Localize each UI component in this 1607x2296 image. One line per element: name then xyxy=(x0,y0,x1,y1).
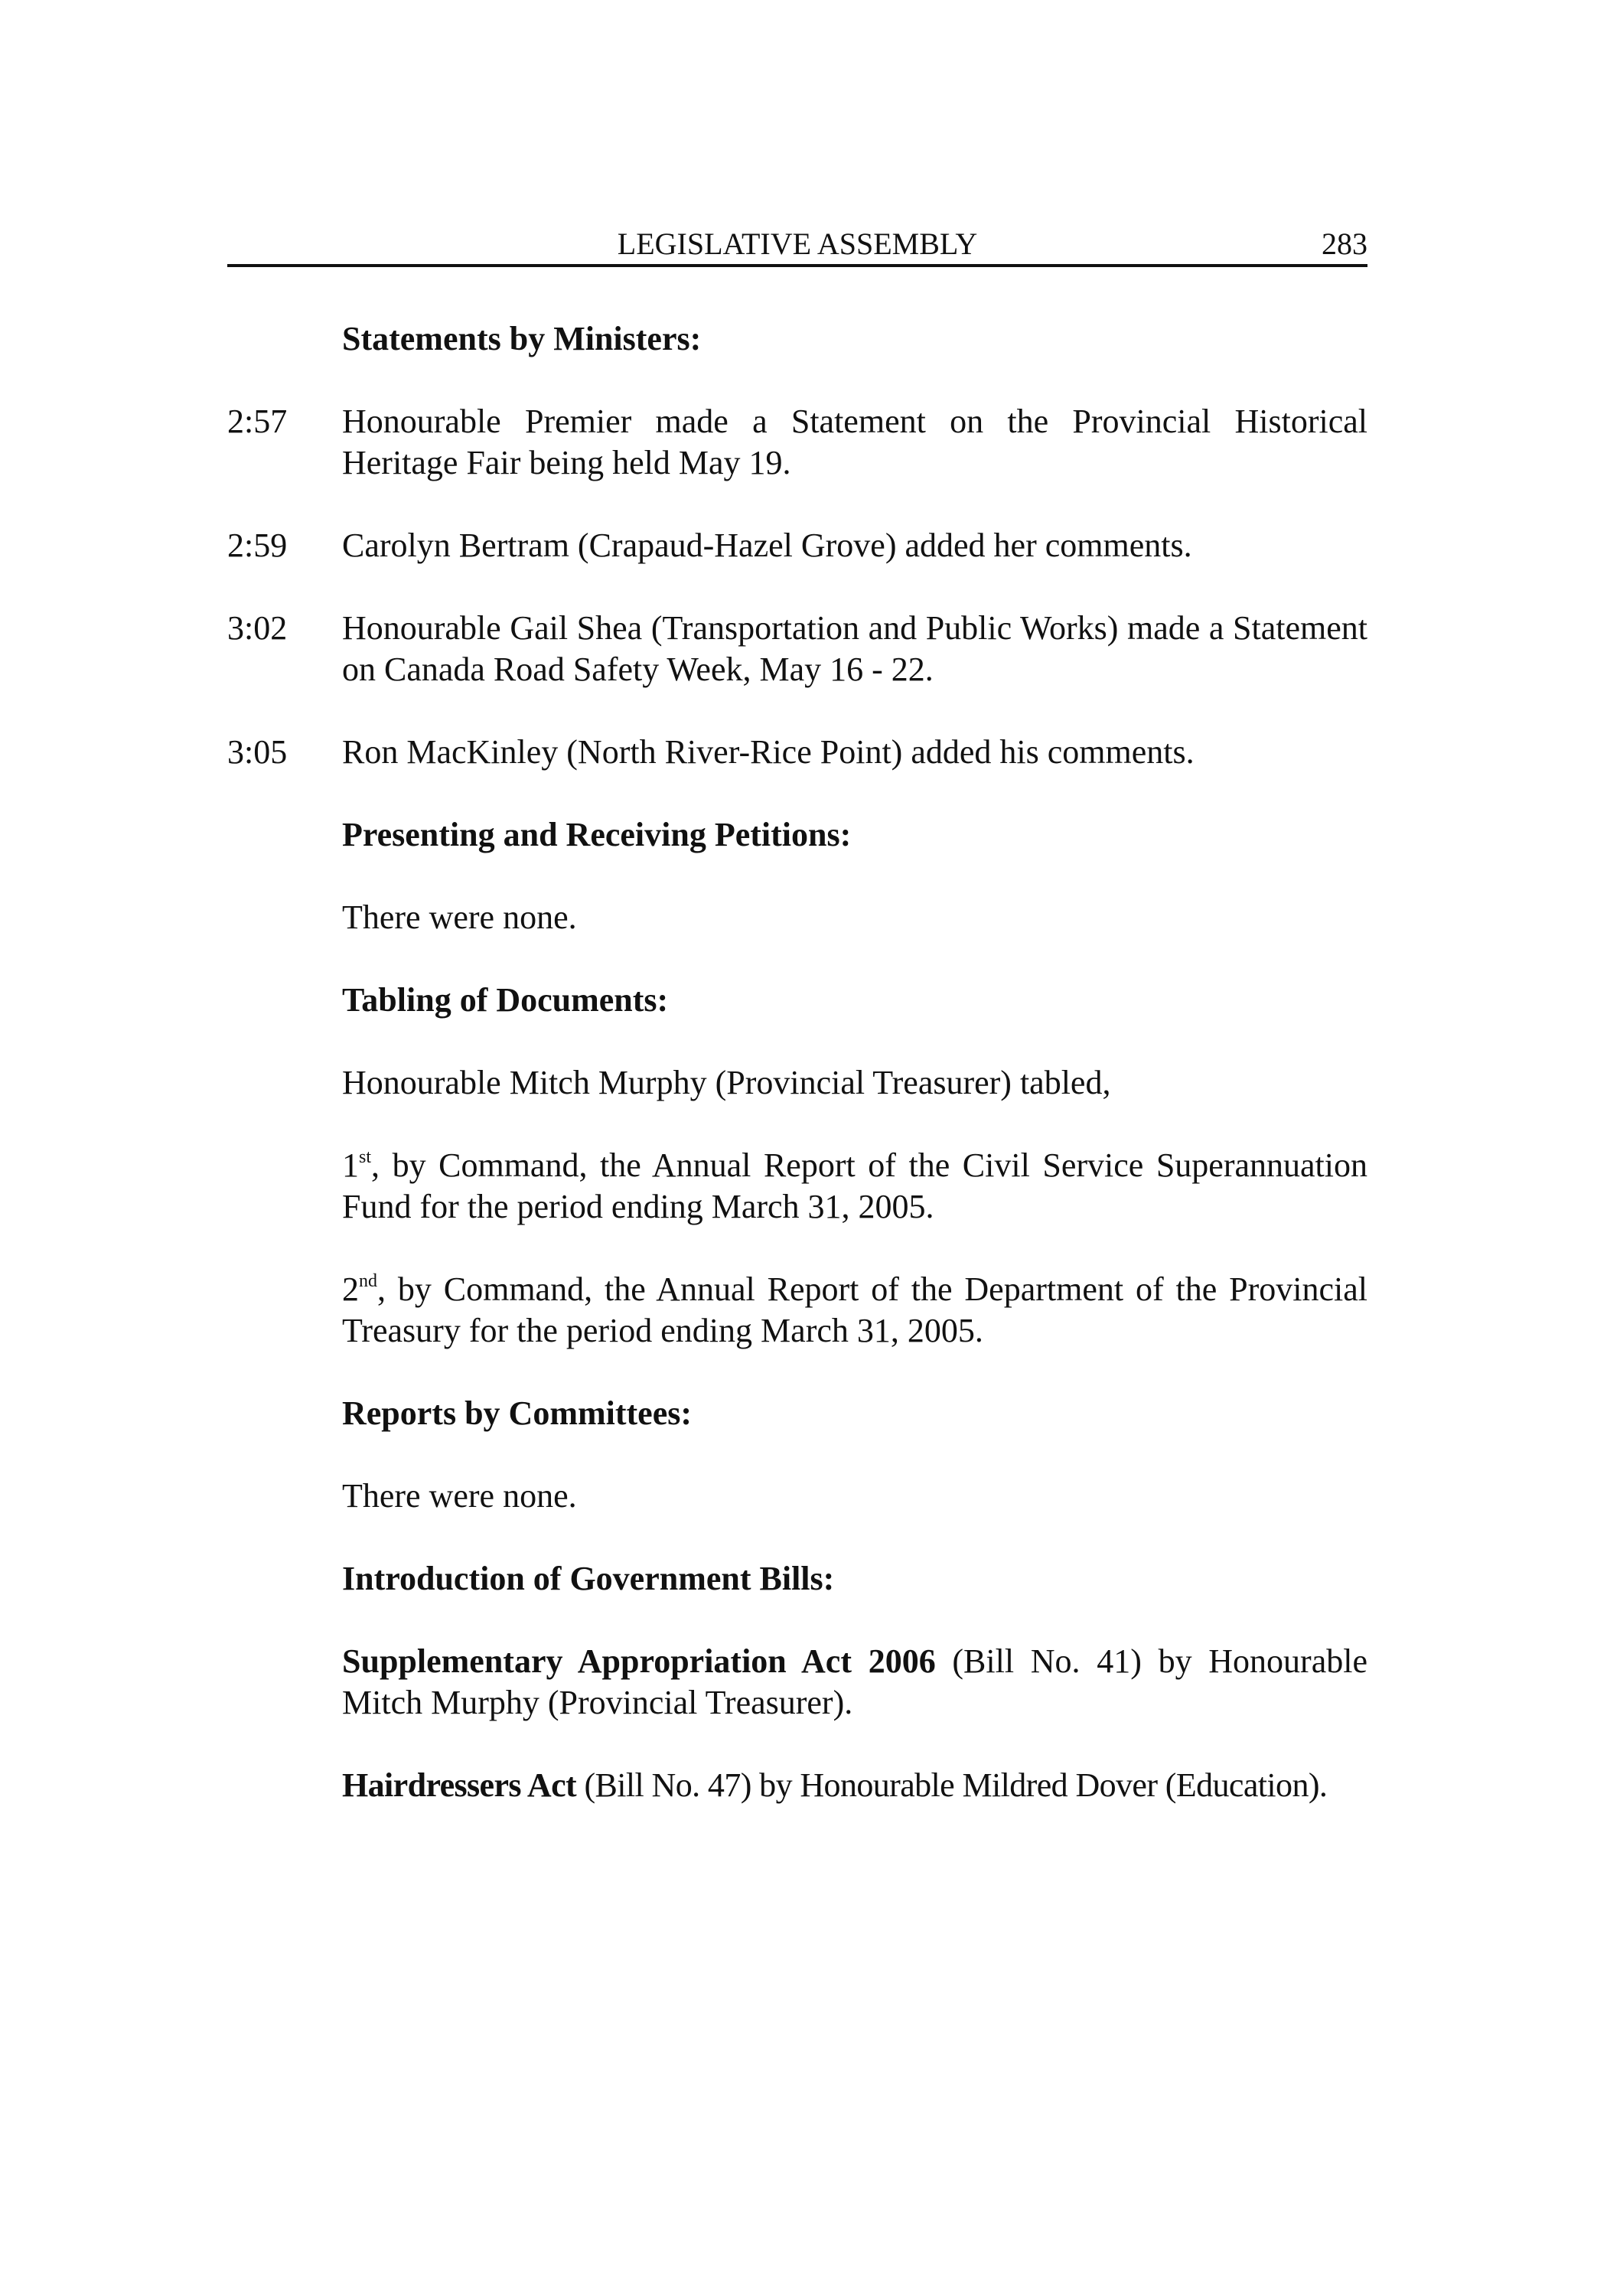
entry-text: Carolyn Bertram (Crapaud-Hazel Grove) added her comments. xyxy=(342,527,1192,564)
ordinal-number: 2 xyxy=(342,1270,359,1308)
entry-time: 2:59 xyxy=(227,527,288,564)
running-header xyxy=(227,223,1367,265)
bill-entry xyxy=(342,1765,1367,1806)
section-text: There were none. xyxy=(342,899,577,936)
ordinal-suffix: nd xyxy=(359,1271,377,1291)
entry-text: Honourable Premier made a Statement on the Provincial Historical Heritage Fair being held May 19. xyxy=(342,403,1367,481)
tabling-intro: Honourable Mitch Murphy (Provincial Treasurer) tabled, xyxy=(342,1064,1111,1101)
section-heading-statements: Statements by Ministers: xyxy=(342,320,702,357)
entry-time: 2:57 xyxy=(227,403,288,440)
bill-details: (Bill No. 41) by Honourable Mitch Murphy (Provincial Treasurer). xyxy=(342,1642,1367,1721)
page-number: 283 xyxy=(1322,227,1367,261)
section-heading-bills: Introduction of Government Bills: xyxy=(342,1560,835,1597)
bill-title: Hairdressers Act xyxy=(342,1766,577,1804)
entry-time: 3:02 xyxy=(227,609,288,647)
ordinal-number: 1 xyxy=(342,1146,359,1184)
tabled-document xyxy=(342,1269,1367,1352)
entry-text: Honourable Gail Shea (Transportation and Public Works) made a Statement on Canada Road Safety Week, May 16 - 22. xyxy=(342,609,1367,688)
entry-time: 3:05 xyxy=(227,733,288,771)
bill-details: (Bill No. 47) by Honourable Mildred Dover (Education). xyxy=(576,1766,1328,1804)
tabled-document xyxy=(342,1145,1367,1228)
bill-title: Supplementary Appropriation Act 2006 xyxy=(342,1642,936,1680)
tabled-document-text: , by Command, the Annual Report of the Civil Service Superannuation Fund for the period ending March 31, 2005. xyxy=(342,1146,1367,1225)
section-heading-committees: Reports by Committees: xyxy=(342,1394,692,1432)
section-text: There were none. xyxy=(342,1477,577,1515)
header-rule xyxy=(227,264,1367,267)
tabled-document-text: , by Command, the Annual Report of the Department of the Provincial Treasury for the period ending March 31, 2005. xyxy=(342,1270,1367,1349)
header-title: LEGISLATIVE ASSEMBLY xyxy=(617,227,978,261)
section-heading-petitions: Presenting and Receiving Petitions: xyxy=(342,816,852,853)
section-heading-tabling: Tabling of Documents: xyxy=(342,981,669,1019)
bill-entry xyxy=(342,1641,1367,1724)
ordinal-suffix: st xyxy=(359,1147,372,1167)
entry-text: Ron MacKinley (North River-Rice Point) added his comments. xyxy=(342,733,1195,771)
